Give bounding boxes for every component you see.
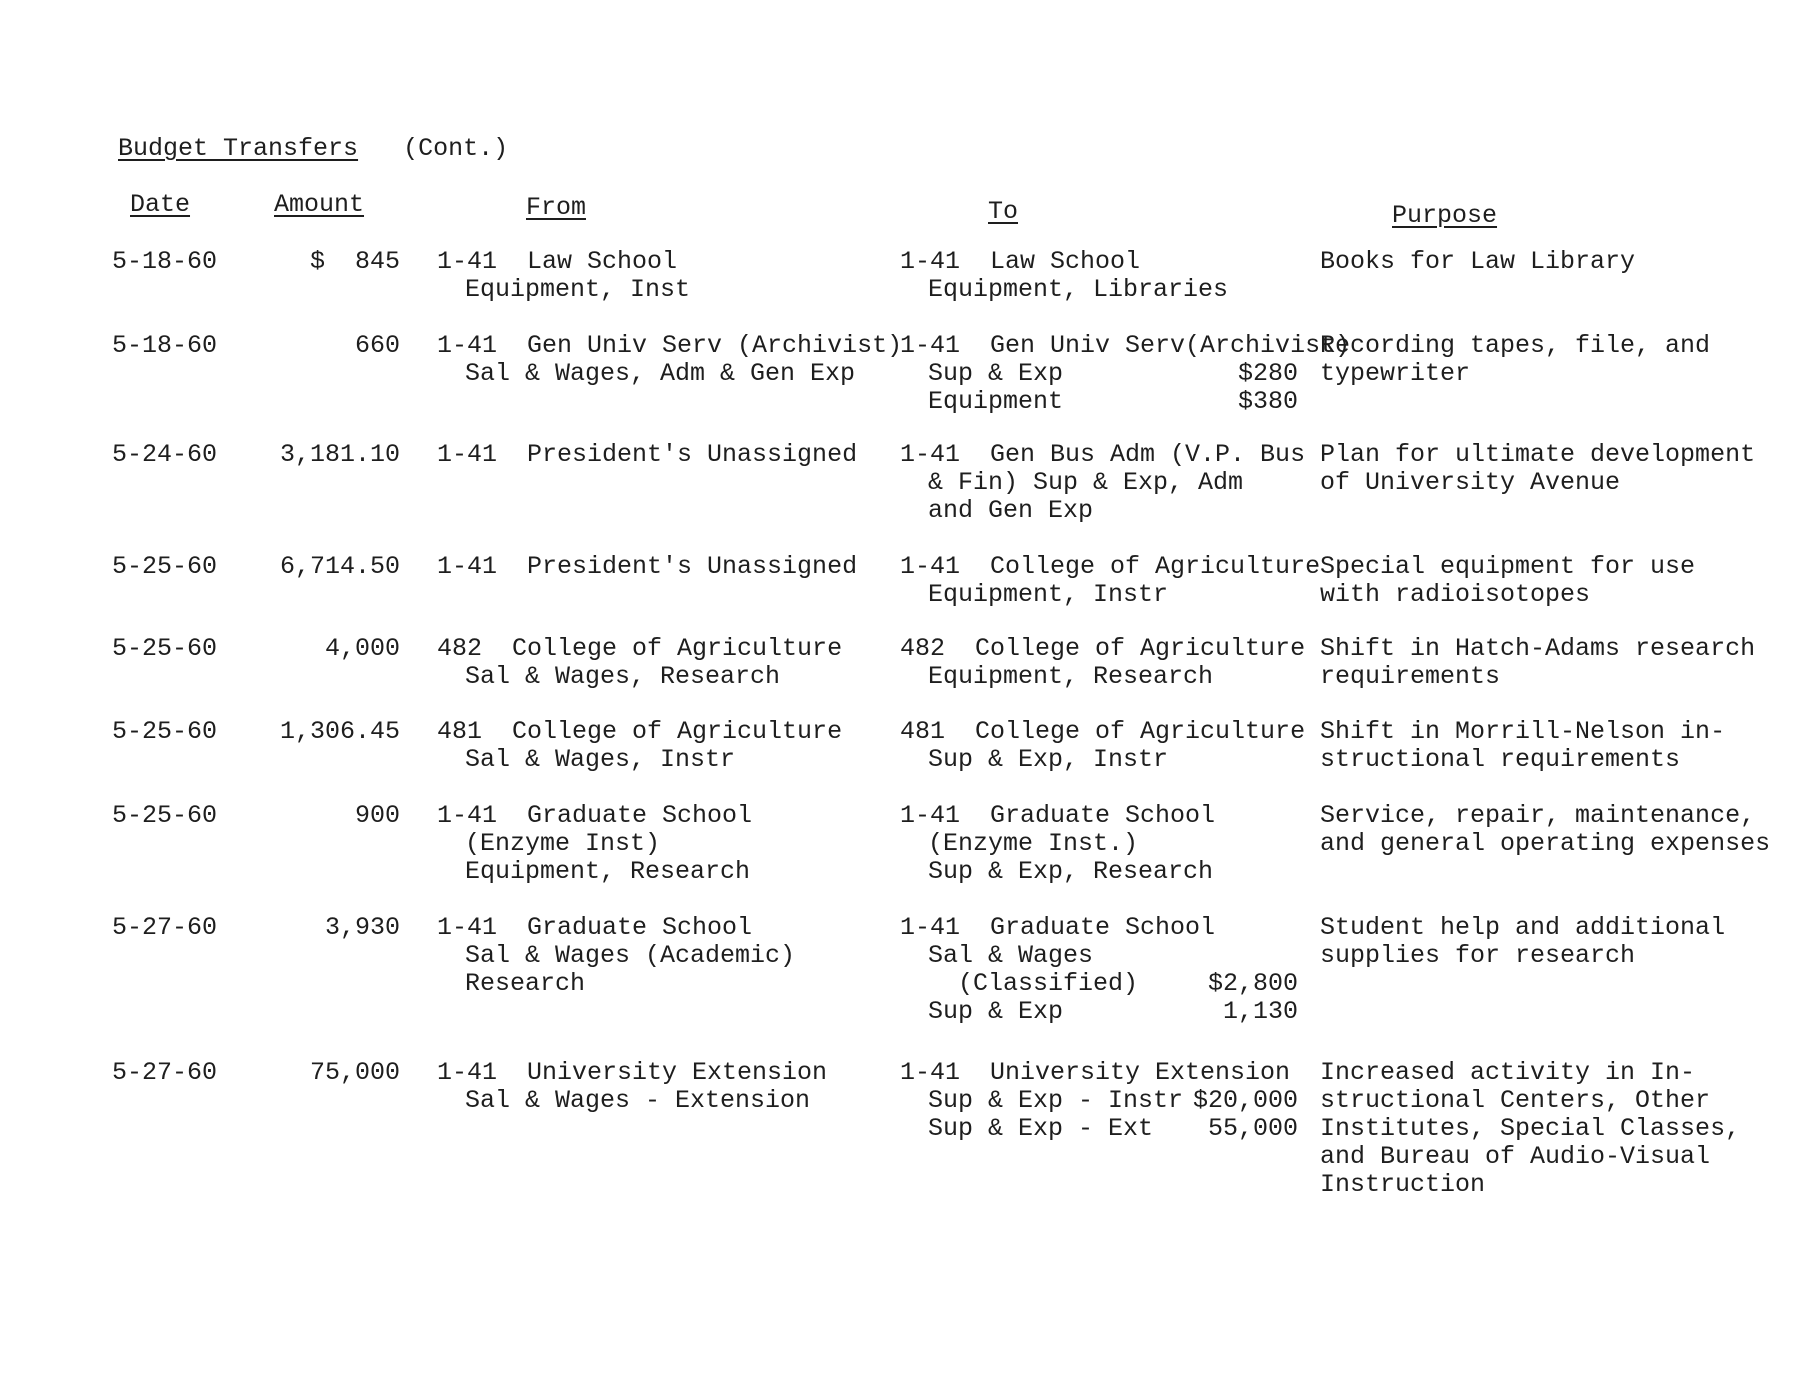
to-split-label: (Classified) <box>928 969 1139 998</box>
from-line: Equipment, Research <box>465 857 751 886</box>
from-line: Research <box>465 969 586 998</box>
from-cell <box>437 553 857 581</box>
purpose-line: Special equipment for use <box>1320 552 1696 581</box>
date-cell: 5-18-60 <box>112 331 218 360</box>
from-line: 481 College of Agriculture <box>437 717 843 746</box>
to-line: Equipment, Research <box>928 662 1214 691</box>
from-line: 1-41 Graduate School <box>437 801 753 830</box>
to-split-label: Sup & Exp - Ext <box>928 1114 1154 1143</box>
purpose-line: requirements <box>1320 662 1501 691</box>
purpose-line: structional Centers, Other <box>1320 1086 1711 1115</box>
purpose-cell <box>1320 1059 1740 1199</box>
purpose-cell <box>1320 553 1695 609</box>
from-line: 482 College of Agriculture <box>437 634 843 663</box>
from-line: Sal & Wages, Instr <box>465 745 736 774</box>
purpose-line: Shift in Hatch-Adams research <box>1320 634 1756 663</box>
to-split-value: $20,000 <box>1192 1086 1298 1115</box>
from-line: 1-41 President's Unassigned <box>437 440 858 469</box>
from-cell <box>437 718 842 774</box>
to-split-line <box>900 1087 1298 1115</box>
column-header-amount: Amount <box>274 190 365 219</box>
from-line: 1-41 President's Unassigned <box>437 552 858 581</box>
from-line: 1-41 Law School <box>437 247 678 276</box>
from-line: Sal & Wages (Academic) <box>465 941 796 970</box>
purpose-line: Books for Law Library <box>1320 247 1636 276</box>
purpose-line: Increased activity in In- <box>1320 1058 1696 1087</box>
to-cell <box>900 332 1350 416</box>
to-split-value: 55,000 <box>1207 1114 1298 1143</box>
purpose-line: Service, repair, maintenance, <box>1320 801 1756 830</box>
purpose-line: and Bureau of Audio-Visual <box>1320 1142 1711 1171</box>
purpose-line: with radioisotopes <box>1320 580 1591 609</box>
to-cell <box>900 914 1298 1026</box>
to-split-line <box>900 998 1298 1026</box>
date-cell: 5-25-60 <box>112 801 218 830</box>
to-split-value: $2,800 <box>1207 969 1298 998</box>
to-split-value: $280 <box>1237 359 1298 388</box>
purpose-line: Shift in Morrill-Nelson in- <box>1320 717 1726 746</box>
heading-title: Budget Transfers <box>118 134 359 163</box>
to-line: 1-41 College of Agriculture <box>900 552 1321 581</box>
from-line: 1-41 Gen Univ Serv (Archivist) <box>437 331 903 360</box>
to-cell <box>900 441 1305 525</box>
to-split-line <box>900 970 1298 998</box>
purpose-line: Plan for ultimate development <box>1320 440 1756 469</box>
from-line: Equipment, Inst <box>465 275 691 304</box>
to-line: 1-41 University Extension <box>900 1058 1291 1087</box>
from-cell <box>437 441 857 469</box>
to-line: 1-41 Graduate School <box>900 913 1216 942</box>
to-split-label: Sup & Exp <box>928 997 1064 1026</box>
to-line: 1-41 Gen Bus Adm (V.P. Bus <box>900 440 1306 469</box>
purpose-line: structional requirements <box>1320 745 1681 774</box>
from-line: Sal & Wages - Extension <box>465 1086 811 1115</box>
to-split-line <box>900 388 1350 416</box>
purpose-cell <box>1320 635 1755 691</box>
to-split-line <box>900 360 1350 388</box>
from-line: (Enzyme Inst) <box>465 829 661 858</box>
to-line: Sal & Wages <box>928 941 1094 970</box>
amount-cell: 1,306.45 <box>279 717 400 746</box>
amount-cell: $ 845 <box>309 247 400 276</box>
amount-cell: 660 <box>354 331 400 360</box>
purpose-line: Recording tapes, file, and <box>1320 331 1711 360</box>
date-cell: 5-25-60 <box>112 717 218 746</box>
to-line: 482 College of Agriculture <box>900 634 1306 663</box>
amount-cell: 3,930 <box>324 913 400 942</box>
to-line: (Enzyme Inst.) <box>928 829 1139 858</box>
to-cell <box>900 802 1215 886</box>
purpose-line: Student help and additional <box>1320 913 1726 942</box>
to-line: 481 College of Agriculture <box>900 717 1306 746</box>
column-header-purpose: Purpose <box>1392 201 1498 230</box>
purpose-line: Institutes, Special Classes, <box>1320 1114 1741 1143</box>
to-cell <box>900 1059 1298 1143</box>
from-cell <box>437 248 690 304</box>
to-split-value: $380 <box>1237 387 1298 416</box>
to-split-label: Sup & Exp <box>928 359 1064 388</box>
amount-cell: 75,000 <box>309 1058 400 1087</box>
from-line: 1-41 University Extension <box>437 1058 828 1087</box>
purpose-line: and general operating expenses <box>1320 829 1771 858</box>
amount-cell: 6,714.50 <box>279 552 400 581</box>
from-cell <box>437 914 795 998</box>
purpose-line: supplies for research <box>1320 941 1636 970</box>
column-header-to: To <box>988 197 1019 226</box>
from-cell <box>437 1059 827 1115</box>
to-line: Sup & Exp, Research <box>928 857 1214 886</box>
from-cell <box>437 635 842 691</box>
date-cell: 5-27-60 <box>112 1058 218 1087</box>
to-cell <box>900 248 1228 304</box>
to-split-line <box>900 1115 1298 1143</box>
to-line: & Fin) Sup & Exp, Adm <box>928 468 1244 497</box>
heading-suffix: (Cont.) <box>403 134 509 163</box>
purpose-cell <box>1320 802 1770 858</box>
column-header-from: From <box>526 193 587 222</box>
amount-cell: 900 <box>354 801 400 830</box>
purpose-cell <box>1320 441 1755 497</box>
to-cell <box>900 635 1305 691</box>
date-cell: 5-25-60 <box>112 634 218 663</box>
amount-cell: 3,181.10 <box>279 440 400 469</box>
date-cell: 5-24-60 <box>112 440 218 469</box>
to-line: Equipment, Instr <box>928 580 1169 609</box>
from-line: 1-41 Graduate School <box>437 913 753 942</box>
page-heading <box>118 134 508 163</box>
to-cell <box>900 718 1305 774</box>
to-line: Equipment, Libraries <box>928 275 1229 304</box>
to-line: Sup & Exp, Instr <box>928 745 1169 774</box>
date-cell: 5-27-60 <box>112 913 218 942</box>
column-header-date: Date <box>130 190 191 219</box>
purpose-line: of University Avenue <box>1320 468 1621 497</box>
purpose-cell <box>1320 332 1710 388</box>
to-split-label: Sup & Exp - Instr <box>928 1086 1184 1115</box>
to-line: 1-41 Graduate School <box>900 801 1216 830</box>
to-line: 1-41 Gen Univ Serv(Archivist) <box>900 331 1351 360</box>
to-line: 1-41 Law School <box>900 247 1141 276</box>
purpose-cell <box>1320 718 1725 774</box>
to-split-label: Equipment <box>928 387 1064 416</box>
purpose-line: typewriter <box>1320 359 1471 388</box>
purpose-cell <box>1320 248 1635 276</box>
purpose-cell <box>1320 914 1725 970</box>
date-cell: 5-25-60 <box>112 552 218 581</box>
from-cell <box>437 332 902 388</box>
to-cell <box>900 553 1320 609</box>
to-line: and Gen Exp <box>928 496 1094 525</box>
from-line: Sal & Wages, Research <box>465 662 781 691</box>
from-cell <box>437 802 752 886</box>
from-line: Sal & Wages, Adm & Gen Exp <box>465 359 856 388</box>
to-split-value: 1,130 <box>1222 997 1298 1026</box>
purpose-line: Instruction <box>1320 1170 1486 1199</box>
date-cell: 5-18-60 <box>112 247 218 276</box>
amount-cell: 4,000 <box>324 634 400 663</box>
